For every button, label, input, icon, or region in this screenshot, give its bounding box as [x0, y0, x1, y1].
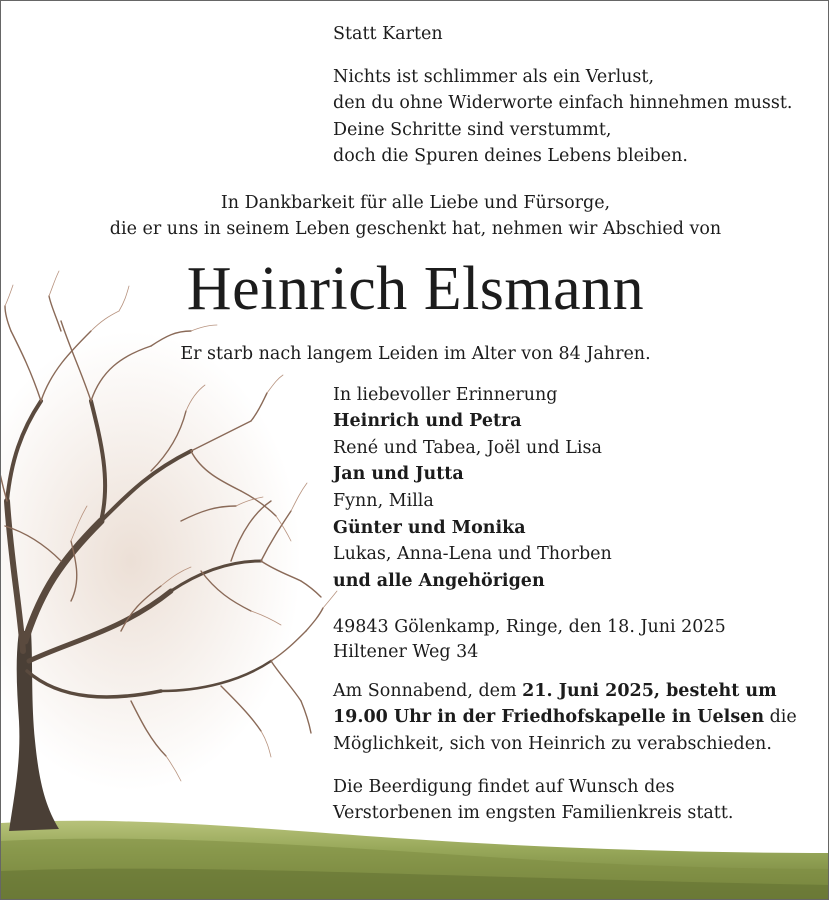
age-line: Er starb nach langem Leiden im Alter von 84 Jahren. — [180, 344, 651, 364]
farewell-line-3: Möglichkeit, sich von Heinrich zu verabschieden. — [333, 734, 772, 754]
poem-line-1: Nichts ist schlimmer als ein Verlust, — [333, 67, 655, 87]
deceased-name: Heinrich Elsmann — [186, 255, 645, 323]
farewell-line-2 — [333, 704, 797, 730]
farewell-place-bold: 19.00 Uhr in der Friedhofskapelle in Uelsen — [333, 707, 765, 727]
farewell-text-normal-2: die — [764, 707, 797, 727]
farewell-text-normal: Am Sonnabend, dem — [333, 681, 523, 701]
farewell-line-1 — [333, 678, 777, 704]
poem-line-4: doch die Spuren deines Lebens bleiben. — [333, 146, 688, 166]
mourner-children-3: Lukas, Anna-Lena und Thorben — [333, 544, 612, 564]
intro-line-1: In Dankbarkeit für alle Liebe und Fürsorge, — [220, 193, 611, 213]
statt-karten-header: Statt Karten — [333, 24, 443, 44]
mourner-group-3: Günter und Monika — [333, 518, 526, 538]
intro-line-2: die er uns in seinem Leben geschenkt hat, nehmen wir Abschied von — [109, 219, 722, 239]
mourner-relatives: und alle Angehörigen — [333, 571, 545, 591]
mourner-group-1: Heinrich und Petra — [333, 411, 522, 431]
poem-line-2: den du ohne Widerworte einfach hinnehmen musst. — [333, 93, 793, 113]
funeral-line-1: Die Beerdigung findet auf Wunsch des — [333, 777, 675, 797]
farewell-date-bold: 21. Juni 2025, besteht um — [522, 681, 777, 701]
address-line-1: 49843 Gölenkamp, Ringe, den 18. Juni 2025 — [333, 617, 726, 637]
mourner-group-2: Jan und Jutta — [333, 464, 464, 484]
funeral-line-2: Verstorbenen im engsten Familienkreis statt. — [333, 803, 734, 823]
address-line-2: Hiltener Weg 34 — [333, 642, 479, 662]
mourner-children-1: René und Tabea, Joël und Lisa — [333, 438, 602, 458]
poem-line-3: Deine Schritte sind verstummt, — [333, 120, 612, 140]
mourner-children-2: Fynn, Milla — [333, 491, 434, 511]
mourners-intro: In liebevoller Erinnerung — [333, 385, 558, 405]
